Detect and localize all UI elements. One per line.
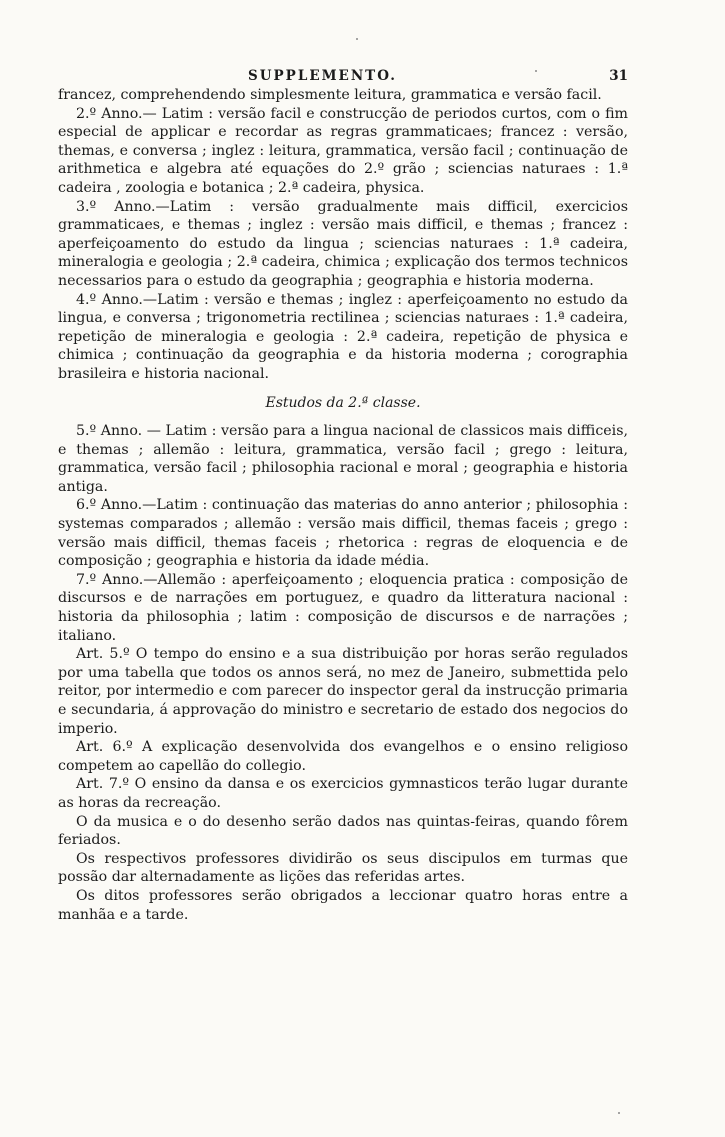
paragraph: Os ditos professores serão obrigados a leccionar quatro horas entre a manhãa e a tarde. <box>58 887 628 923</box>
running-header <box>58 60 628 86</box>
paragraph: 3.º Anno.—Latim : versão gradualmente mais difficil, exercicios grammaticaes, e themas ; inglez : versão mais difficil, e themas ; francez : aperfeiçoamento do estudo da lingua ; sciencias naturaes : 1.ª cadeira, mineralogia e geologia ; 2.ª cadeira, chimica ; explicação dos termos technicos necessarios para o estudo da geographia ; geographia e historia moderna. <box>58 198 628 289</box>
print-speck <box>618 1112 620 1114</box>
paragraph: 4.º Anno.—Latim : versão e themas ; inglez : aperfeiçoamento no estudo da lingua, e conversa ; trigonometria rectilinea ; sciencias naturaes : 1.ª cadeira, repetição de mineralogia e geologia : 2.ª cadeira, repetição de physica e chimica ; continuação da geographia e da historia moderna ; corographia brasileira e historia nacional. <box>58 291 628 382</box>
paragraph: 5.º Anno. — Latim : versão para a lingua nacional de classicos mais difficeis, e themas ; allemão : leitura, grammatica, versão facil ; grego : leitura, grammatica, versão facil ; philosophia racional e moral ; geographia e historia antiga. <box>58 423 628 495</box>
paragraph: O da musica e o do desenho serão dados nas quintas-feiras, quando fôrem feriados. <box>58 813 628 849</box>
page <box>58 60 628 924</box>
paragraph: Art. 7.º O ensino da dansa e os exercicios gymnasticos terão lugar durante as horas da recreação. <box>58 776 628 811</box>
print-speck <box>356 38 358 40</box>
paragraph: 7.º Anno.—Allemão : aperfeiçoamento ; eloquencia pratica : composição de discursos e de narrações em portuguez, e quadro da litteratura nacional : historia da philosophia ; latim : composição de discursos e de narrações ; italiano. <box>58 571 628 644</box>
paragraph: Art. 5.º O tempo do ensino e a sua distribuição por horas serão regulados por uma tabella que todos os annos será, no mez de Janeiro, submettida pelo reitor, por intermedio e com parecer do inspector geral da instrucção primaria e secundaria, á approvação do ministro e secretario de estado dos negocios do imperio. <box>58 646 628 737</box>
paragraph: 6.º Anno.—Latim : continuação das materias do anno anterior ; philosophia : systemas comparados ; allemão : versão mais difficil, themas faceis ; grego : versão mais difficil, themas faceis ; rhetorica : regras de eloquencia e de composição ; geographia e historia da idade média. <box>58 497 628 570</box>
section-heading: Estudos da 2.ª classe. <box>265 394 421 411</box>
page-number: 31 <box>609 68 628 84</box>
paragraph: francez, comprehendendo simplesmente leitura, grammatica e versão facil. <box>58 87 602 103</box>
page-body <box>58 86 628 924</box>
paragraph: 2.º Anno.— Latim : versão facil e construcção de periodos curtos, com o fim especial de applicar e recordar as regras grammaticaes; francez : versão, themas, e conversa ; inglez : leitura, grammatica, versão facil ; continuação de arithmetica e algebra até equações do 2.º grão ; sciencias naturaes : 1.ª cadeira , zoologia e botanica ; 2.ª cadeira, physica. <box>58 105 628 196</box>
paragraph: Os respectivos professores dividirão os seus discipulos em turmas que possão dar alternadamente as lições das referidas artes. <box>58 850 628 886</box>
paragraph: Art. 6.º A explicação desenvolvida dos evangelhos e o ensino religioso competem ao capellão do collegio. <box>58 739 628 774</box>
running-title: SUPPLEMENTO. <box>248 68 397 84</box>
